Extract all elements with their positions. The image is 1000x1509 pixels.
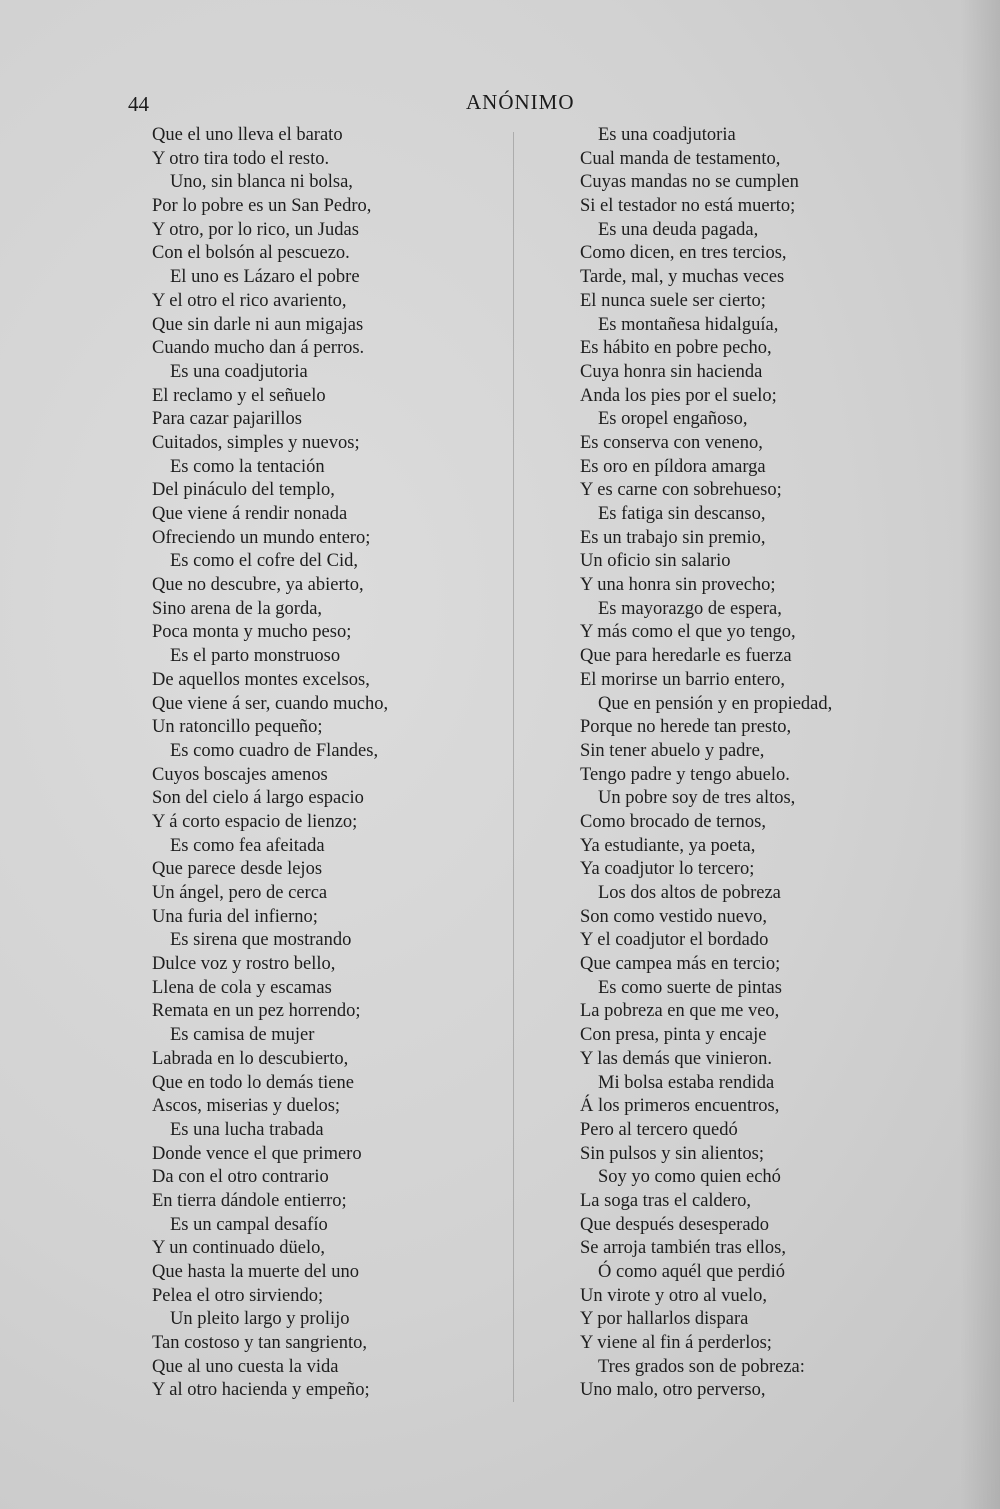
verse-line: Uno, sin blanca ni bolsa, [170, 172, 353, 193]
verse-line: Un pobre soy de tres altos, [598, 788, 796, 809]
verse-line: Y otro, por lo rico, un Judas [152, 219, 359, 240]
verse-line: Es montañesa hidalguía, [598, 314, 779, 335]
verse-line: Una furia del infierno; [152, 906, 318, 927]
page-number: 44 [128, 92, 149, 116]
verse-line: Tarde, mal, y muchas veces [580, 267, 785, 288]
verse-line: Y el coadjutor el bordado [580, 930, 769, 951]
verse-line: Tengo padre y tengo abuelo. [580, 764, 790, 785]
verse-line: Cuyos boscajes amenos [152, 764, 328, 785]
verse-line: Son del cielo á largo espacio [152, 788, 364, 809]
verse-line: Ascos, miserias y duelos; [152, 1096, 341, 1117]
verse-line: Es una coadjutoria [170, 361, 308, 382]
verse-line: Que después desesperado [580, 1214, 770, 1235]
verse-line: Cuitados, simples y nuevos; [152, 432, 360, 453]
verse-line: Y es carne con sobrehueso; [580, 480, 782, 501]
verse-line: Uno malo, otro perverso, [580, 1380, 766, 1401]
verse-line: Que viene á rendir nonada [152, 504, 348, 524]
verse-line: Remata en un pez horrendo; [152, 1001, 361, 1022]
verse-line: Los dos altos de pobreza [598, 883, 781, 903]
verse-line: Pelea el otro sirviendo; [152, 1285, 324, 1306]
verse-line: Y las demás que vinieron. [580, 1048, 772, 1069]
verse-line: Llena de cola y escamas [152, 977, 332, 998]
verse-line: Es sirena que mostrando [170, 930, 352, 951]
verse-line: Son como vestido nuevo, [580, 906, 768, 927]
column-divider [513, 132, 514, 1402]
verse-line: En tierra dándole entierro; [152, 1190, 347, 1211]
running-head: ANÓNIMO [466, 90, 575, 114]
verse-line: Es una lucha trabada [170, 1119, 324, 1140]
verse-line: Y viene al fin á perderlos; [580, 1333, 772, 1354]
verse-line: Y un continuado düelo, [152, 1238, 325, 1259]
verse-line: Es un trabajo sin premio, [580, 527, 766, 548]
verse-line: Sino arena de la gorda, [152, 598, 323, 619]
verse-line: Si el testador no está muerto; [580, 196, 796, 217]
verse-line: El morirse un barrio entero, [580, 669, 785, 690]
verse-line: Es el parto monstruoso [170, 646, 341, 667]
verse-line: Un oficio sin salario [580, 551, 731, 572]
verse-line: Que sin darle ni aun migajas [152, 314, 364, 335]
poem-column-left [152, 124, 452, 1403]
verse-line: Soy yo como quien echó [598, 1167, 781, 1188]
poem-column-right [580, 124, 890, 1403]
verse-line: Poca monta y mucho peso; [152, 622, 352, 643]
verse-line: Y otro tira todo el resto. [152, 148, 330, 169]
verse-line: Porque no herede tan presto, [580, 717, 792, 738]
verse-line: Es como fea afeitada [170, 835, 325, 856]
verse-line: Y el otro el rico avariento, [152, 290, 347, 311]
verse-line: Se arroja también tras ellos, [580, 1238, 787, 1259]
verse-line: El uno es Lázaro el pobre [170, 267, 360, 288]
verse-line: Es oro en píldora amarga [580, 456, 766, 477]
verse-line: Es oropel engañoso, [598, 409, 748, 430]
verse-line: Con presa, pinta y encaje [580, 1025, 767, 1046]
verse-line: Del pináculo del templo, [152, 480, 335, 501]
verse-line: El reclamo y el señuelo [152, 385, 326, 406]
verse-line: Y por hallarlos dispara [580, 1309, 749, 1330]
verse-line: Que al uno cuesta la vida [152, 1356, 339, 1377]
verse-line: Para cazar pajarillos [152, 409, 302, 430]
verse-line: Ofreciendo un mundo entero; [152, 527, 371, 548]
verse-line: Anda los pies por el suelo; [580, 385, 777, 406]
verse-line: Cual manda de testamento, [580, 148, 781, 169]
verse-line: Cuando mucho dan á perros. [152, 338, 365, 359]
verse-line: Que parece desde lejos [152, 859, 323, 880]
verse-line: Sin pulsos y sin alientos; [580, 1143, 764, 1164]
verse-line: Mi bolsa estaba rendida [598, 1072, 775, 1093]
verse-line: Cuyas mandas no se cumplen [580, 172, 799, 193]
verse-line: Es como la tentación [170, 456, 325, 477]
verse-line: Sin tener abuelo y padre, [580, 740, 765, 761]
verse-line: Y al otro hacienda y empeño; [152, 1380, 370, 1401]
verse-line: Tres grados son de pobreza: [598, 1356, 805, 1377]
verse-line: Es como suerte de pintas [598, 977, 782, 998]
verse-line: Pero al tercero quedó [580, 1119, 738, 1140]
verse-line: Da con el otro contrario [152, 1167, 329, 1188]
verse-line: La pobreza en que me veo, [580, 1001, 780, 1022]
verse-line: Un ratoncillo pequeño; [152, 717, 323, 738]
verse-line: Y más como el que yo tengo, [580, 622, 796, 643]
verse-line: Á los primeros encuentros, [580, 1096, 780, 1117]
page-edge-shadow [960, 0, 1000, 1509]
verse-line: Dulce voz y rostro bello, [152, 954, 336, 975]
verse-line: Que el uno lleva el barato [152, 125, 343, 145]
verse-line: Que en pensión y en propiedad, [598, 693, 833, 714]
verse-line: Y á corto espacio de lienzo; [152, 811, 358, 832]
verse-line: Tan costoso y tan sangriento, [152, 1333, 368, 1354]
verse-line: Y una honra sin provecho; [580, 575, 776, 596]
verse-line: Es una deuda pagada, [598, 219, 759, 240]
verse-line: Labrada en lo descubierto, [152, 1048, 349, 1069]
verse-line: Es como cuadro de Flandes, [170, 740, 379, 761]
verse-line: La soga tras el caldero, [580, 1190, 752, 1211]
verse-line: Un pleito largo y prolijo [170, 1309, 350, 1330]
verse-line: Cuya honra sin hacienda [580, 361, 763, 382]
verse-line: Con el bolsón al pescuezo. [152, 243, 350, 264]
verse-line: Es conserva con veneno, [580, 432, 763, 453]
verse-line: Es hábito en pobre pecho, [580, 338, 772, 359]
verse-line: Que para heredarle es fuerza [580, 646, 792, 667]
verse-line: Como brocado de ternos, [580, 811, 766, 832]
verse-line: Es fatiga sin descanso, [598, 504, 766, 524]
verse-line: Es camisa de mujer [170, 1025, 315, 1046]
verse-line: Un ángel, pero de cerca [152, 883, 328, 903]
verse-line: Es mayorazgo de espera, [598, 598, 782, 619]
verse-line: Es una coadjutoria [598, 125, 736, 145]
verse-line: Que viene á ser, cuando mucho, [152, 693, 389, 714]
verse-line: Que campea más en tercio; [580, 954, 781, 975]
verse-line: Es un campal desafío [170, 1214, 328, 1235]
verse-line: Por lo pobre es un San Pedro, [152, 196, 372, 217]
verse-line: De aquellos montes excelsos, [152, 669, 370, 690]
verse-line: Un virote y otro al vuelo, [580, 1285, 768, 1306]
verse-line: Ya estudiante, ya poeta, [580, 835, 756, 856]
verse-line: Ya coadjutor lo tercero; [580, 859, 755, 880]
verse-line: Es como el cofre del Cid, [170, 551, 359, 572]
verse-line: Donde vence el que primero [152, 1143, 362, 1164]
verse-line: Como dicen, en tres tercios, [580, 243, 787, 264]
verse-line: Que no descubre, ya abierto, [152, 575, 364, 596]
verse-line: Ó como aquél que perdió [598, 1262, 785, 1282]
verse-line: El nunca suele ser cierto; [580, 290, 766, 311]
verse-line: Que en todo lo demás tiene [152, 1072, 354, 1093]
verse-line: Que hasta la muerte del uno [152, 1262, 360, 1282]
